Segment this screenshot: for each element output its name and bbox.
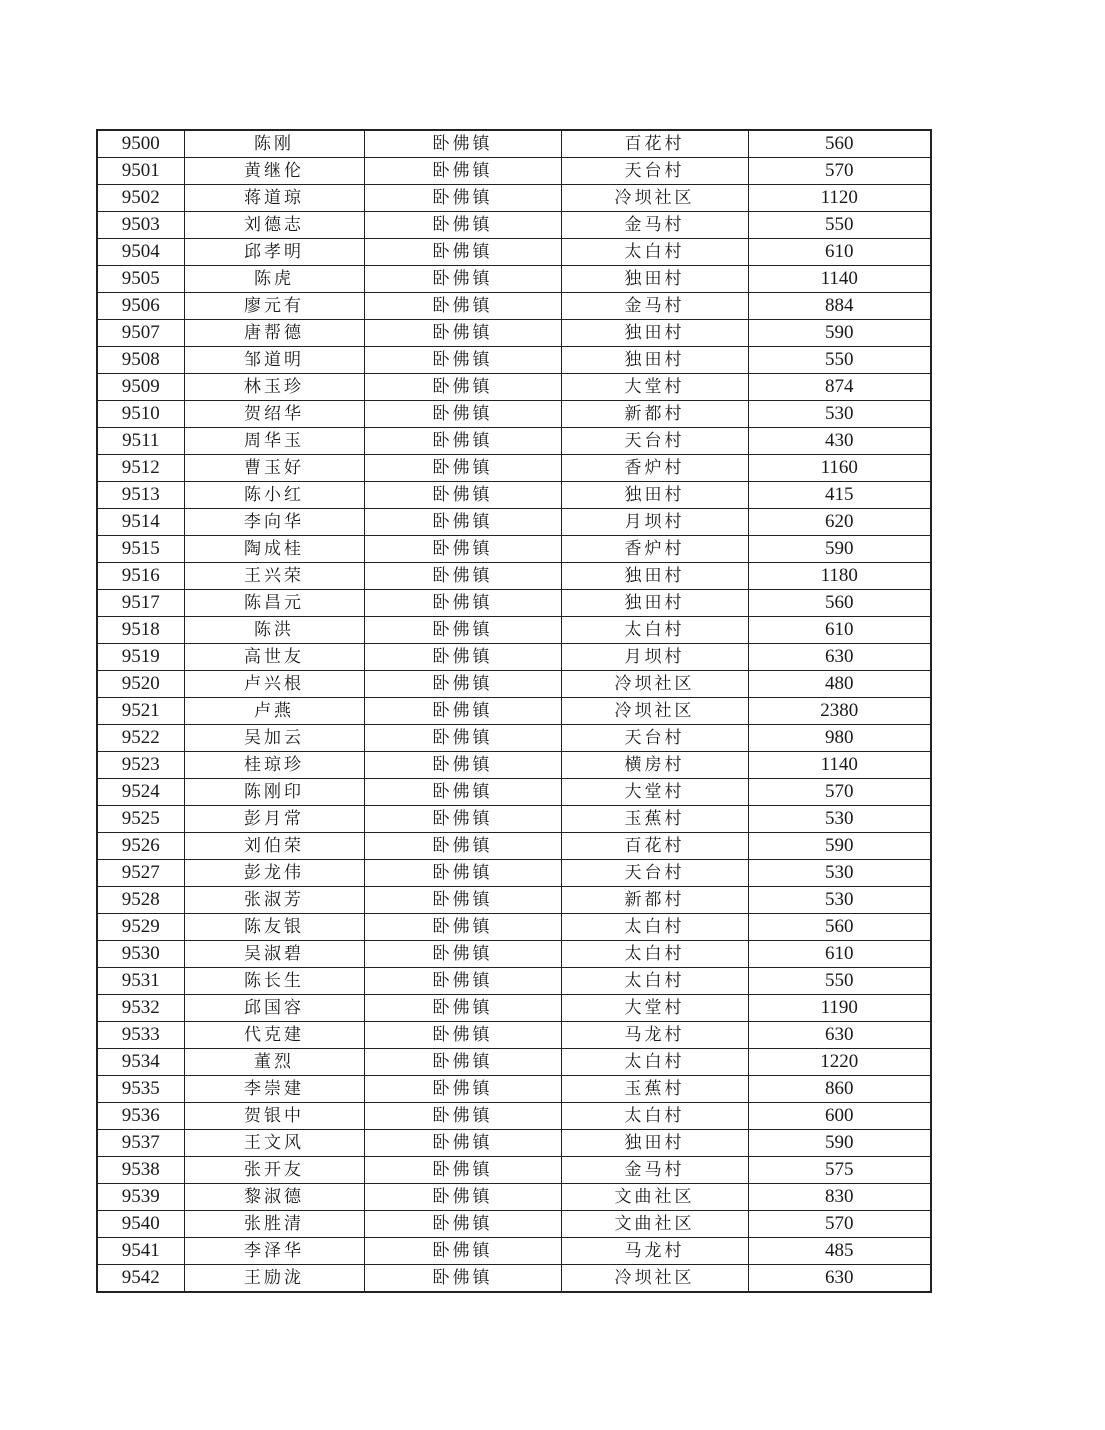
row-id-cell: 9531 — [97, 968, 184, 995]
amount-cell: 1220 — [748, 1049, 931, 1076]
table-row — [97, 779, 931, 806]
table-row — [97, 185, 931, 212]
village-cell: 金马村 — [561, 293, 748, 320]
town-cell: 卧佛镇 — [364, 536, 561, 563]
table-row — [97, 806, 931, 833]
village-cell: 太白村 — [561, 941, 748, 968]
village-cell: 玉蕉村 — [561, 1076, 748, 1103]
name-cell: 王文风 — [184, 1130, 364, 1157]
name-cell: 陈友银 — [184, 914, 364, 941]
row-id-cell: 9517 — [97, 590, 184, 617]
name-cell: 陈小红 — [184, 482, 364, 509]
village-cell: 独田村 — [561, 347, 748, 374]
amount-cell: 530 — [748, 887, 931, 914]
village-cell: 香炉村 — [561, 455, 748, 482]
town-cell: 卧佛镇 — [364, 1157, 561, 1184]
table-row — [97, 1157, 931, 1184]
town-cell: 卧佛镇 — [364, 455, 561, 482]
row-id-cell: 9522 — [97, 725, 184, 752]
table-row — [97, 536, 931, 563]
amount-cell: 530 — [748, 401, 931, 428]
name-cell: 张胜清 — [184, 1211, 364, 1238]
row-id-cell: 9539 — [97, 1184, 184, 1211]
amount-cell: 610 — [748, 239, 931, 266]
amount-cell: 620 — [748, 509, 931, 536]
village-cell: 马龙村 — [561, 1022, 748, 1049]
table-row — [97, 1211, 931, 1238]
row-id-cell: 9520 — [97, 671, 184, 698]
name-cell: 吴淑碧 — [184, 941, 364, 968]
village-cell: 太白村 — [561, 1049, 748, 1076]
row-id-cell: 9510 — [97, 401, 184, 428]
row-id-cell: 9524 — [97, 779, 184, 806]
row-id-cell: 9521 — [97, 698, 184, 725]
table-row — [97, 428, 931, 455]
table-row — [97, 401, 931, 428]
name-cell: 邹道明 — [184, 347, 364, 374]
name-cell: 彭龙伟 — [184, 860, 364, 887]
table-row — [97, 212, 931, 239]
village-cell: 金马村 — [561, 212, 748, 239]
table-row — [97, 347, 931, 374]
town-cell: 卧佛镇 — [364, 1265, 561, 1293]
amount-cell: 2380 — [748, 698, 931, 725]
row-id-cell: 9509 — [97, 374, 184, 401]
village-cell: 金马村 — [561, 1157, 748, 1184]
name-cell: 吴加云 — [184, 725, 364, 752]
row-id-cell: 9502 — [97, 185, 184, 212]
name-cell: 陈刚 — [184, 130, 364, 158]
town-cell: 卧佛镇 — [364, 1103, 561, 1130]
name-cell: 林玉珍 — [184, 374, 364, 401]
town-cell: 卧佛镇 — [364, 698, 561, 725]
amount-cell: 530 — [748, 860, 931, 887]
village-cell: 百花村 — [561, 833, 748, 860]
name-cell: 卢燕 — [184, 698, 364, 725]
row-id-cell: 9530 — [97, 941, 184, 968]
town-cell: 卧佛镇 — [364, 347, 561, 374]
amount-cell: 570 — [748, 1211, 931, 1238]
row-id-cell: 9536 — [97, 1103, 184, 1130]
town-cell: 卧佛镇 — [364, 563, 561, 590]
table-row — [97, 1103, 931, 1130]
row-id-cell: 9526 — [97, 833, 184, 860]
amount-cell: 1140 — [748, 752, 931, 779]
village-cell: 玉蕉村 — [561, 806, 748, 833]
table-row — [97, 320, 931, 347]
table-row — [97, 1130, 931, 1157]
village-cell: 冷坝社区 — [561, 1265, 748, 1293]
amount-cell: 415 — [748, 482, 931, 509]
table-row — [97, 617, 931, 644]
row-id-cell: 9519 — [97, 644, 184, 671]
name-cell: 桂琼珍 — [184, 752, 364, 779]
amount-cell: 560 — [748, 590, 931, 617]
row-id-cell: 9528 — [97, 887, 184, 914]
row-id-cell: 9541 — [97, 1238, 184, 1265]
town-cell: 卧佛镇 — [364, 1076, 561, 1103]
table-row — [97, 914, 931, 941]
amount-cell: 610 — [748, 941, 931, 968]
town-cell: 卧佛镇 — [364, 428, 561, 455]
row-id-cell: 9534 — [97, 1049, 184, 1076]
town-cell: 卧佛镇 — [364, 752, 561, 779]
table-row — [97, 509, 931, 536]
town-cell: 卧佛镇 — [364, 887, 561, 914]
amount-cell: 550 — [748, 347, 931, 374]
amount-cell: 570 — [748, 779, 931, 806]
name-cell: 张开友 — [184, 1157, 364, 1184]
village-cell: 天台村 — [561, 158, 748, 185]
roster-table-body — [97, 130, 931, 1292]
town-cell: 卧佛镇 — [364, 1022, 561, 1049]
town-cell: 卧佛镇 — [364, 671, 561, 698]
row-id-cell: 9511 — [97, 428, 184, 455]
town-cell: 卧佛镇 — [364, 509, 561, 536]
table-row — [97, 1076, 931, 1103]
amount-cell: 630 — [748, 1265, 931, 1293]
village-cell: 大堂村 — [561, 995, 748, 1022]
town-cell: 卧佛镇 — [364, 212, 561, 239]
town-cell: 卧佛镇 — [364, 130, 561, 158]
village-cell: 独田村 — [561, 266, 748, 293]
town-cell: 卧佛镇 — [364, 185, 561, 212]
town-cell: 卧佛镇 — [364, 320, 561, 347]
town-cell: 卧佛镇 — [364, 968, 561, 995]
name-cell: 李崇建 — [184, 1076, 364, 1103]
village-cell: 太白村 — [561, 617, 748, 644]
village-cell: 独田村 — [561, 563, 748, 590]
name-cell: 邱孝明 — [184, 239, 364, 266]
town-cell: 卧佛镇 — [364, 590, 561, 617]
row-id-cell: 9514 — [97, 509, 184, 536]
table-row — [97, 887, 931, 914]
name-cell: 陈昌元 — [184, 590, 364, 617]
name-cell: 李向华 — [184, 509, 364, 536]
row-id-cell: 9513 — [97, 482, 184, 509]
amount-cell: 430 — [748, 428, 931, 455]
name-cell: 黄继伦 — [184, 158, 364, 185]
table-row — [97, 455, 931, 482]
name-cell: 蒋道琼 — [184, 185, 364, 212]
table-row — [97, 995, 931, 1022]
village-cell: 新都村 — [561, 401, 748, 428]
town-cell: 卧佛镇 — [364, 914, 561, 941]
row-id-cell: 9523 — [97, 752, 184, 779]
name-cell: 黎淑德 — [184, 1184, 364, 1211]
town-cell: 卧佛镇 — [364, 1211, 561, 1238]
town-cell: 卧佛镇 — [364, 833, 561, 860]
name-cell: 李泽华 — [184, 1238, 364, 1265]
name-cell: 唐帮德 — [184, 320, 364, 347]
table-row — [97, 590, 931, 617]
amount-cell: 560 — [748, 130, 931, 158]
name-cell: 王兴荣 — [184, 563, 364, 590]
town-cell: 卧佛镇 — [364, 266, 561, 293]
table-row — [97, 644, 931, 671]
town-cell: 卧佛镇 — [364, 860, 561, 887]
village-cell: 横房村 — [561, 752, 748, 779]
village-cell: 大堂村 — [561, 779, 748, 806]
table-row — [97, 563, 931, 590]
amount-cell: 1140 — [748, 266, 931, 293]
row-id-cell: 9507 — [97, 320, 184, 347]
name-cell: 卢兴根 — [184, 671, 364, 698]
amount-cell: 630 — [748, 1022, 931, 1049]
row-id-cell: 9516 — [97, 563, 184, 590]
village-cell: 冷坝社区 — [561, 698, 748, 725]
village-cell: 文曲社区 — [561, 1184, 748, 1211]
name-cell: 陈洪 — [184, 617, 364, 644]
table-row — [97, 266, 931, 293]
table-row — [97, 1265, 931, 1293]
amount-cell: 1160 — [748, 455, 931, 482]
row-id-cell: 9527 — [97, 860, 184, 887]
town-cell: 卧佛镇 — [364, 725, 561, 752]
amount-cell: 610 — [748, 617, 931, 644]
town-cell: 卧佛镇 — [364, 293, 561, 320]
table-row — [97, 1022, 931, 1049]
table-row — [97, 671, 931, 698]
name-cell: 陈刚印 — [184, 779, 364, 806]
amount-cell: 570 — [748, 158, 931, 185]
table-row — [97, 860, 931, 887]
name-cell: 陈虎 — [184, 266, 364, 293]
name-cell: 邱国容 — [184, 995, 364, 1022]
amount-cell: 530 — [748, 806, 931, 833]
village-cell: 独田村 — [561, 320, 748, 347]
village-cell: 太白村 — [561, 968, 748, 995]
village-cell: 新都村 — [561, 887, 748, 914]
row-id-cell: 9540 — [97, 1211, 184, 1238]
table-row — [97, 941, 931, 968]
row-id-cell: 9538 — [97, 1157, 184, 1184]
amount-cell: 874 — [748, 374, 931, 401]
amount-cell: 550 — [748, 968, 931, 995]
name-cell: 王励泷 — [184, 1265, 364, 1293]
table-row — [97, 1184, 931, 1211]
amount-cell: 590 — [748, 1130, 931, 1157]
name-cell: 周华玉 — [184, 428, 364, 455]
town-cell: 卧佛镇 — [364, 482, 561, 509]
village-cell: 天台村 — [561, 725, 748, 752]
town-cell: 卧佛镇 — [364, 1238, 561, 1265]
table-row — [97, 482, 931, 509]
amount-cell: 1120 — [748, 185, 931, 212]
table-row — [97, 130, 931, 158]
row-id-cell: 9525 — [97, 806, 184, 833]
table-row — [97, 725, 931, 752]
town-cell: 卧佛镇 — [364, 617, 561, 644]
village-cell: 独田村 — [561, 482, 748, 509]
row-id-cell: 9532 — [97, 995, 184, 1022]
name-cell: 廖元有 — [184, 293, 364, 320]
village-cell: 冷坝社区 — [561, 185, 748, 212]
table-row — [97, 158, 931, 185]
table-row — [97, 833, 931, 860]
town-cell: 卧佛镇 — [364, 644, 561, 671]
amount-cell: 590 — [748, 320, 931, 347]
name-cell: 刘德志 — [184, 212, 364, 239]
row-id-cell: 9505 — [97, 266, 184, 293]
roster-table — [96, 129, 932, 1293]
town-cell: 卧佛镇 — [364, 941, 561, 968]
name-cell: 张淑芳 — [184, 887, 364, 914]
row-id-cell: 9535 — [97, 1076, 184, 1103]
village-cell: 月坝村 — [561, 509, 748, 536]
name-cell: 陶成桂 — [184, 536, 364, 563]
village-cell: 太白村 — [561, 239, 748, 266]
village-cell: 百花村 — [561, 130, 748, 158]
town-cell: 卧佛镇 — [364, 1130, 561, 1157]
row-id-cell: 9501 — [97, 158, 184, 185]
row-id-cell: 9529 — [97, 914, 184, 941]
table-row — [97, 1049, 931, 1076]
row-id-cell: 9506 — [97, 293, 184, 320]
town-cell: 卧佛镇 — [364, 401, 561, 428]
amount-cell: 630 — [748, 644, 931, 671]
village-cell: 大堂村 — [561, 374, 748, 401]
town-cell: 卧佛镇 — [364, 995, 561, 1022]
name-cell: 彭月常 — [184, 806, 364, 833]
row-id-cell: 9515 — [97, 536, 184, 563]
village-cell: 月坝村 — [561, 644, 748, 671]
village-cell: 香炉村 — [561, 536, 748, 563]
town-cell: 卧佛镇 — [364, 239, 561, 266]
row-id-cell: 9503 — [97, 212, 184, 239]
amount-cell: 575 — [748, 1157, 931, 1184]
village-cell: 文曲社区 — [561, 1211, 748, 1238]
row-id-cell: 9508 — [97, 347, 184, 374]
row-id-cell: 9500 — [97, 130, 184, 158]
table-row — [97, 374, 931, 401]
amount-cell: 980 — [748, 725, 931, 752]
amount-cell: 590 — [748, 833, 931, 860]
amount-cell: 1180 — [748, 563, 931, 590]
amount-cell: 830 — [748, 1184, 931, 1211]
table-row — [97, 1238, 931, 1265]
table-row — [97, 698, 931, 725]
amount-cell: 560 — [748, 914, 931, 941]
row-id-cell: 9542 — [97, 1265, 184, 1293]
town-cell: 卧佛镇 — [364, 158, 561, 185]
name-cell: 董烈 — [184, 1049, 364, 1076]
name-cell: 曹玉好 — [184, 455, 364, 482]
amount-cell: 550 — [748, 212, 931, 239]
name-cell: 贺绍华 — [184, 401, 364, 428]
name-cell: 高世友 — [184, 644, 364, 671]
amount-cell: 600 — [748, 1103, 931, 1130]
amount-cell: 480 — [748, 671, 931, 698]
name-cell: 刘伯荣 — [184, 833, 364, 860]
village-cell: 马龙村 — [561, 1238, 748, 1265]
town-cell: 卧佛镇 — [364, 1049, 561, 1076]
table-row — [97, 968, 931, 995]
table-row — [97, 239, 931, 266]
name-cell: 代克建 — [184, 1022, 364, 1049]
village-cell: 冷坝社区 — [561, 671, 748, 698]
amount-cell: 590 — [748, 536, 931, 563]
village-cell: 独田村 — [561, 1130, 748, 1157]
row-id-cell: 9533 — [97, 1022, 184, 1049]
town-cell: 卧佛镇 — [364, 374, 561, 401]
row-id-cell: 9504 — [97, 239, 184, 266]
amount-cell: 485 — [748, 1238, 931, 1265]
town-cell: 卧佛镇 — [364, 779, 561, 806]
village-cell: 太白村 — [561, 1103, 748, 1130]
row-id-cell: 9518 — [97, 617, 184, 644]
town-cell: 卧佛镇 — [364, 806, 561, 833]
amount-cell: 1190 — [748, 995, 931, 1022]
amount-cell: 884 — [748, 293, 931, 320]
village-cell: 独田村 — [561, 590, 748, 617]
town-cell: 卧佛镇 — [364, 1184, 561, 1211]
table-row — [97, 293, 931, 320]
name-cell: 贺银中 — [184, 1103, 364, 1130]
village-cell: 天台村 — [561, 860, 748, 887]
village-cell: 天台村 — [561, 428, 748, 455]
village-cell: 太白村 — [561, 914, 748, 941]
table-row — [97, 752, 931, 779]
name-cell: 陈长生 — [184, 968, 364, 995]
row-id-cell: 9512 — [97, 455, 184, 482]
row-id-cell: 9537 — [97, 1130, 184, 1157]
amount-cell: 860 — [748, 1076, 931, 1103]
